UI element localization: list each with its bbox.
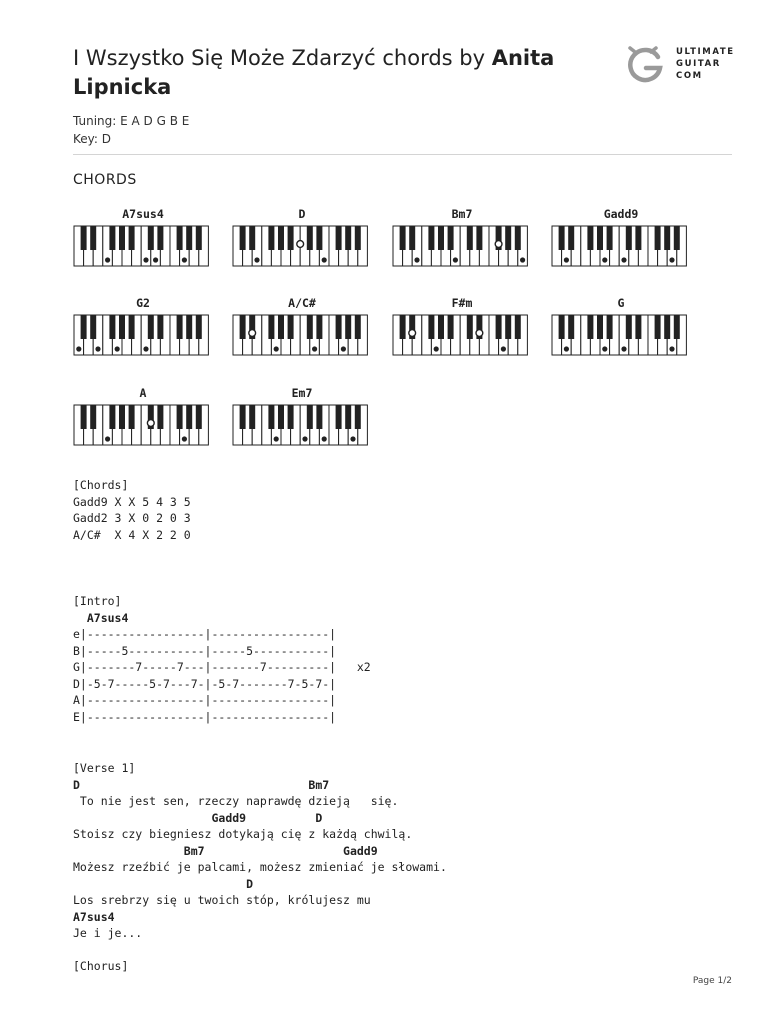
chords-section-title: CHORDS [73, 172, 137, 188]
black-key [157, 226, 163, 250]
tab-line: B|-----5-----------|-----5-----------| [73, 643, 337, 658]
black-key [268, 405, 274, 429]
black-key [587, 226, 593, 250]
black-key [345, 315, 351, 339]
pressed-white-key-dot [95, 346, 100, 351]
black-key [336, 226, 342, 250]
black-key [268, 226, 274, 250]
black-key [355, 226, 361, 250]
black-key [428, 226, 434, 250]
pressed-black-key-dot [297, 241, 304, 248]
piano-keyboard [73, 314, 209, 356]
black-key [81, 405, 87, 429]
chord-name: F#m [451, 296, 473, 310]
pressed-white-key-dot [143, 257, 148, 262]
divider [73, 154, 732, 155]
lyric-line: Los srebrzy się u twoich stóp, królujesz mu [73, 893, 371, 907]
black-key [568, 315, 574, 339]
black-key [316, 405, 322, 429]
black-key [559, 226, 565, 250]
chord-name: D [298, 207, 306, 221]
pressed-white-key-dot [312, 346, 317, 351]
black-key [664, 315, 670, 339]
black-key [148, 226, 154, 250]
black-key [635, 226, 641, 250]
intro-section [73, 593, 371, 725]
artist-name: Anita Lipnicka [73, 46, 555, 99]
black-key [186, 405, 192, 429]
black-key [316, 315, 322, 339]
piano-keyboard [392, 225, 528, 267]
piano-keyboard [232, 314, 368, 356]
tab-line: G|-------7-----7---|-------7---------| x2 [73, 660, 371, 674]
chord-def-line: Gadd2 3 X 0 2 0 3 [73, 511, 191, 525]
black-key [336, 315, 342, 339]
black-key [196, 315, 202, 339]
piano-keyboard [392, 314, 528, 356]
pressed-white-key-dot [501, 346, 506, 351]
black-key [278, 226, 284, 250]
black-key [355, 315, 361, 339]
lyric-line: To nie jest sen, rzeczy naprawdę dzieją się. [73, 794, 399, 808]
black-key [109, 226, 115, 250]
black-key [559, 315, 565, 339]
black-key [109, 315, 115, 339]
pressed-black-key-dot [476, 330, 483, 337]
black-key [505, 226, 511, 250]
song-title [73, 44, 593, 102]
pressed-white-key-dot [350, 436, 355, 441]
black-key [129, 405, 135, 429]
pressed-white-key-dot [341, 346, 346, 351]
song-meta [73, 112, 189, 148]
black-key [587, 315, 593, 339]
black-key [655, 315, 661, 339]
logo-line: GUITAR [676, 59, 721, 69]
chord-line[interactable]: A7sus4 [73, 909, 115, 924]
pressed-white-key-dot [76, 346, 81, 351]
tab-line: A|-----------------|-----------------| [73, 693, 337, 707]
pressed-white-key-dot [602, 346, 607, 351]
black-key [597, 315, 603, 339]
pressed-white-key-dot [274, 436, 279, 441]
black-key [655, 226, 661, 250]
black-key [674, 226, 680, 250]
pressed-black-key-dot [409, 330, 416, 337]
black-key [196, 405, 202, 429]
black-key [249, 226, 255, 250]
piano-keyboard [232, 225, 368, 267]
black-key [288, 405, 294, 429]
lyric-line: Stoisz czy biegniesz dotykają cię z każdą chwilą. [73, 827, 413, 841]
section-tag: [Chorus] [73, 959, 129, 973]
black-key [515, 315, 521, 339]
song-title-text: I Wszystko Się Może Zdarzyć chords by [73, 46, 492, 70]
pressed-white-key-dot [434, 346, 439, 351]
black-key [240, 315, 246, 339]
piano-keyboard [73, 225, 209, 267]
lyric-line: Je i je... [73, 926, 143, 940]
pressed-white-key-dot [153, 257, 158, 262]
chord-line[interactable]: Bm7 Gadd9 [73, 843, 378, 858]
chord-line[interactable]: A7sus4 [73, 610, 129, 625]
black-key [288, 226, 294, 250]
black-key [196, 226, 202, 250]
black-key [476, 226, 482, 250]
black-key [157, 315, 163, 339]
black-key [664, 226, 670, 250]
black-key [90, 405, 96, 429]
section-tag: [Intro] [73, 594, 122, 608]
key-text: Key: D [73, 132, 111, 146]
black-key [515, 226, 521, 250]
black-key [90, 226, 96, 250]
pressed-white-key-dot [254, 257, 259, 262]
section-tag: [Verse 1] [73, 761, 136, 775]
black-key [467, 226, 473, 250]
black-key [119, 226, 125, 250]
verse-1-section [73, 760, 447, 975]
black-key [505, 315, 511, 339]
pressed-white-key-dot [115, 346, 120, 351]
lyric-line: Możesz rzeźbić je palcami, możesz zmieniać je słowami. [73, 860, 447, 874]
black-key [400, 315, 406, 339]
black-key [307, 315, 313, 339]
black-key [81, 315, 87, 339]
tuning-text: Tuning: E A D G B E [73, 114, 190, 128]
chord-name: G2 [136, 296, 150, 310]
logo-line: ULTIMATE [676, 47, 735, 57]
black-key [177, 315, 183, 339]
chord-name: A/C# [288, 296, 316, 310]
chord-name: A [139, 386, 147, 400]
chord-line[interactable]: D Bm7 [73, 777, 330, 792]
chord-def-line: Gadd9 X X 5 4 3 5 [73, 494, 191, 509]
pressed-white-key-dot [105, 257, 110, 262]
black-key [90, 315, 96, 339]
black-key [129, 226, 135, 250]
pressed-white-key-dot [302, 436, 307, 441]
tab-line: E|-----------------|-----------------| [73, 709, 337, 724]
pressed-white-key-dot [453, 257, 458, 262]
pressed-white-key-dot [322, 436, 327, 441]
black-key [635, 315, 641, 339]
black-key [428, 315, 434, 339]
section-tag: [Chords] [73, 478, 129, 492]
black-key [400, 226, 406, 250]
page-number: Page 1/2 [692, 976, 732, 986]
black-key [626, 315, 632, 339]
pressed-white-key-dot [322, 257, 327, 262]
black-key [249, 405, 255, 429]
black-key [316, 226, 322, 250]
piano-keyboard [232, 404, 368, 446]
pressed-white-key-dot [621, 346, 626, 351]
black-key [129, 315, 135, 339]
black-key [568, 226, 574, 250]
pressed-black-key-dot [147, 420, 154, 427]
chord-line[interactable]: Gadd9 D [73, 810, 323, 825]
black-key [607, 226, 613, 250]
black-key [177, 226, 183, 250]
black-key [438, 226, 444, 250]
black-key [626, 226, 632, 250]
logo-text [676, 46, 735, 82]
chord-name: G [617, 296, 625, 310]
black-key [81, 226, 87, 250]
black-key [597, 226, 603, 250]
chord-line[interactable]: D [73, 876, 254, 891]
pressed-white-key-dot [669, 257, 674, 262]
pressed-white-key-dot [182, 436, 187, 441]
piano-keyboard [551, 225, 687, 267]
black-key [448, 315, 454, 339]
pressed-white-key-dot [520, 257, 525, 262]
chord-definitions [73, 477, 191, 543]
pressed-white-key-dot [182, 257, 187, 262]
ug-logo-icon [626, 44, 668, 84]
black-key [186, 226, 192, 250]
pressed-white-key-dot [414, 257, 419, 262]
piano-keyboard [551, 314, 687, 356]
black-key [355, 405, 361, 429]
pressed-white-key-dot [274, 346, 279, 351]
black-key [157, 405, 163, 429]
chord-name: A7sus4 [122, 207, 164, 221]
pressed-black-key-dot [495, 241, 502, 248]
black-key [186, 315, 192, 339]
black-key [307, 226, 313, 250]
black-key [177, 405, 183, 429]
black-key [345, 405, 351, 429]
black-key [674, 315, 680, 339]
black-key [448, 226, 454, 250]
black-key [496, 315, 502, 339]
pressed-white-key-dot [143, 346, 148, 351]
black-key [119, 405, 125, 429]
pressed-white-key-dot [669, 346, 674, 351]
black-key [278, 405, 284, 429]
black-key [119, 315, 125, 339]
pressed-black-key-dot [249, 330, 256, 337]
black-key [240, 226, 246, 250]
piano-keyboard [73, 404, 209, 446]
black-key [268, 315, 274, 339]
logo-line: COM [676, 71, 703, 81]
black-key [278, 315, 284, 339]
black-key [336, 405, 342, 429]
black-key [345, 226, 351, 250]
black-key [467, 315, 473, 339]
chord-name: Gadd9 [603, 207, 639, 221]
chord-name: Bm7 [451, 207, 473, 221]
chord-def-line: A/C# X 4 X 2 2 0 [73, 527, 191, 542]
pressed-white-key-dot [564, 257, 569, 262]
black-key [109, 405, 115, 429]
black-key [409, 226, 415, 250]
black-key [607, 315, 613, 339]
tab-line: e|-----------------|-----------------| [73, 627, 337, 641]
black-key [307, 405, 313, 429]
chord-name: Em7 [291, 386, 313, 400]
black-key [240, 405, 246, 429]
pressed-white-key-dot [602, 257, 607, 262]
pressed-white-key-dot [621, 257, 626, 262]
pressed-white-key-dot [564, 346, 569, 351]
ultimate-guitar-logo[interactable] [626, 44, 736, 84]
black-key [148, 315, 154, 339]
pressed-white-key-dot [105, 436, 110, 441]
black-key [288, 315, 294, 339]
black-key [438, 315, 444, 339]
tab-line: D|-5-7-----5-7---7-|-5-7-------7-5-7-| [73, 676, 337, 691]
